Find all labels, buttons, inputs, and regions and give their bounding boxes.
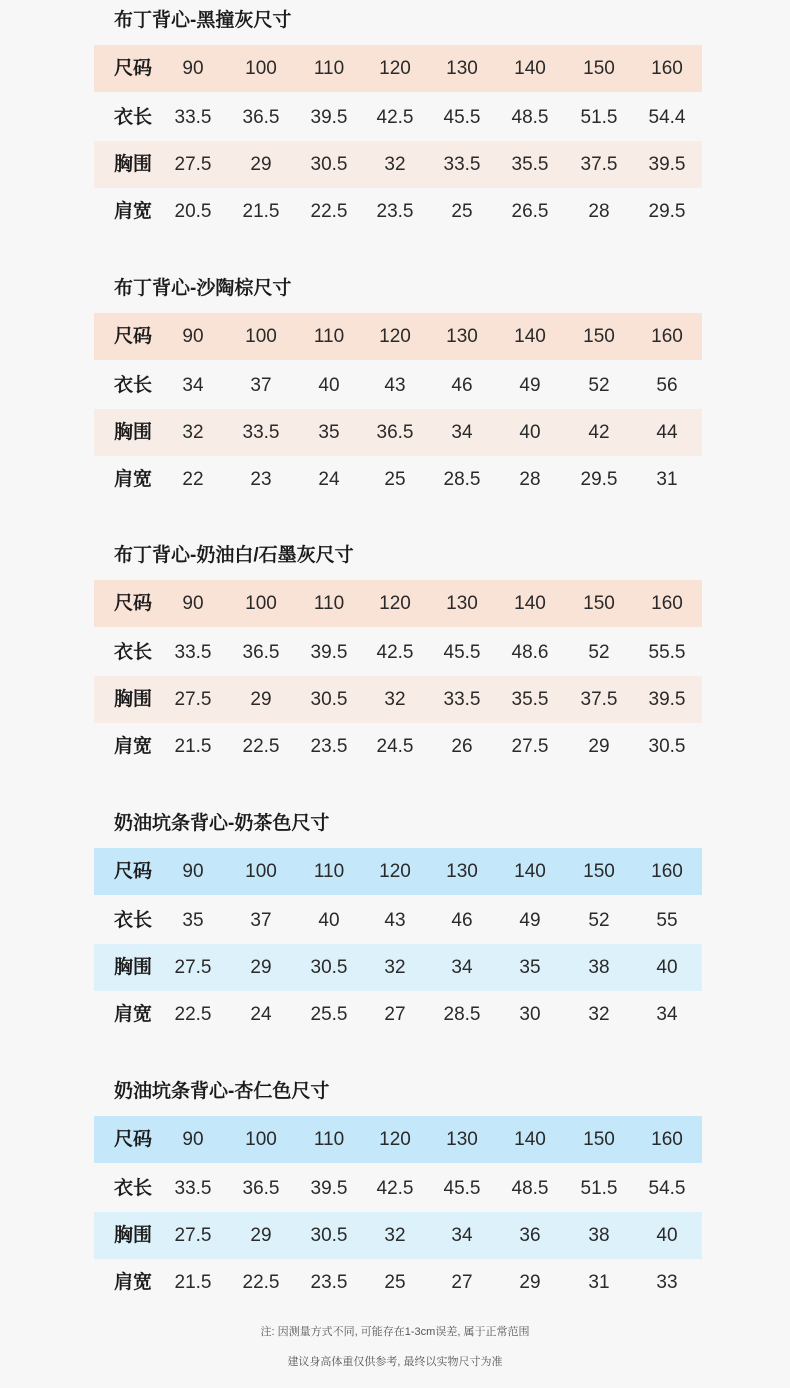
table-cell: 45.5 [443,107,481,128]
table-cell: 39.5 [648,154,686,175]
table-cell: 150 [583,861,615,882]
table-cell: 90 [182,326,204,347]
table-row-size [94,848,702,895]
table-cell: 26 [451,736,473,757]
table-cell: 110 [313,1129,345,1150]
table-cell: 140 [514,1129,546,1150]
reference-note: 建议身高体重仅供参考, 最终以实物尺寸为准 [287,1356,503,1368]
table-cell: 51.5 [580,107,618,128]
row-label: 胸围 [114,1225,153,1246]
table-cell: 39.5 [648,689,686,710]
table-cell: 42.5 [376,107,414,128]
table-cell: 23.5 [310,1272,348,1293]
table-cell: 120 [379,326,411,347]
table-cell: 40 [656,957,678,978]
table-cell: 30 [519,1004,541,1025]
table-cell: 31 [656,469,678,490]
row-label: 尺码 [114,593,153,614]
table-cell: 28.5 [443,469,481,490]
table-row-size [94,1116,702,1163]
table-cell: 140 [514,861,546,882]
section-title: 奶油坑条背心-奶茶色尺寸 [114,813,330,834]
table-cell: 33.5 [242,422,280,443]
table-cell: 25.5 [310,1004,348,1025]
table-cell: 23.5 [310,736,348,757]
table-cell: 43 [384,375,406,396]
table-cell: 90 [182,593,204,614]
table-cell: 29.5 [648,201,686,222]
table-cell: 29 [250,689,272,710]
table-row-size [94,580,702,627]
row-label: 尺码 [114,58,153,79]
table-cell: 54.5 [648,1178,686,1199]
table-row-length [94,362,702,409]
table-cell: 110 [313,326,345,347]
table-row-length [94,1165,702,1212]
table-cell: 22.5 [242,1272,280,1293]
table-cell: 27.5 [174,689,212,710]
table-cell: 54.4 [648,107,686,128]
table-row-chest [94,944,702,991]
table-cell: 160 [651,861,683,882]
table-cell: 110 [313,593,345,614]
table-cell: 32 [182,422,204,443]
table-cell: 130 [446,593,478,614]
table-cell: 28 [588,201,610,222]
table-cell: 32 [384,154,406,175]
table-cell: 27 [384,1004,406,1025]
table-cell: 35 [182,910,204,931]
table-cell: 35.5 [511,689,549,710]
table-cell: 22.5 [242,736,280,757]
table-cell: 31 [588,1272,610,1293]
table-cell: 30.5 [310,957,348,978]
table-cell: 25 [451,201,473,222]
table-row-chest [94,409,702,456]
table-cell: 140 [514,593,546,614]
row-label: 肩宽 [114,201,153,222]
table-cell: 37 [250,910,272,931]
size-table-section [94,8,702,240]
table-cell: 55 [656,910,678,931]
table-cell: 100 [245,1129,277,1150]
table-cell: 46 [451,910,473,931]
table-cell: 27.5 [174,154,212,175]
table-cell: 20.5 [174,201,212,222]
table-cell: 29 [250,154,272,175]
table-cell: 44 [656,422,678,443]
table-cell: 100 [245,593,277,614]
table-cell: 49 [519,375,541,396]
table-row-shoulder [94,1259,702,1306]
table-cell: 40 [656,1225,678,1246]
table-cell: 29.5 [580,469,618,490]
table-cell: 110 [313,58,345,79]
size-table-section [94,543,702,775]
table-cell: 48.6 [511,642,549,663]
table-cell: 150 [583,593,615,614]
table-cell: 150 [583,58,615,79]
table-cell: 29 [250,1225,272,1246]
row-label: 尺码 [114,326,153,347]
table-cell: 140 [514,58,546,79]
row-label: 衣长 [114,910,153,931]
table-row-shoulder [94,188,702,235]
table-cell: 27.5 [511,736,549,757]
table-cell: 39.5 [310,642,348,663]
table-cell: 33.5 [443,154,481,175]
table-row-shoulder [94,723,702,770]
table-cell: 35 [519,957,541,978]
row-label: 肩宽 [114,1272,153,1293]
table-cell: 100 [245,58,277,79]
table-cell: 36 [519,1225,541,1246]
table-cell: 25 [384,1272,406,1293]
row-label: 尺码 [114,861,153,882]
table-cell: 21.5 [242,201,280,222]
table-cell: 48.5 [511,107,549,128]
table-row-shoulder [94,456,702,503]
table-cell: 45.5 [443,642,481,663]
table-cell: 33.5 [443,689,481,710]
table-cell: 150 [583,1129,615,1150]
table-cell: 150 [583,326,615,347]
table-cell: 39.5 [310,1178,348,1199]
row-label: 衣长 [114,107,153,128]
table-cell: 38 [588,957,610,978]
row-label: 肩宽 [114,736,153,757]
table-cell: 120 [379,593,411,614]
table-cell: 24 [318,469,340,490]
table-cell: 37.5 [580,689,618,710]
table-cell: 110 [313,861,345,882]
table-cell: 90 [182,1129,204,1150]
table-row-chest [94,1212,702,1259]
table-row-length [94,897,702,944]
table-cell: 33.5 [174,1178,212,1199]
table-cell: 33.5 [174,642,212,663]
table-cell: 100 [245,326,277,347]
table-cell: 33 [656,1272,678,1293]
row-label: 衣长 [114,642,153,663]
table-cell: 48.5 [511,1178,549,1199]
table-cell: 46 [451,375,473,396]
section-title: 奶油坑条背心-杏仁色尺寸 [114,1081,330,1102]
table-cell: 34 [656,1004,678,1025]
table-cell: 42.5 [376,1178,414,1199]
table-cell: 130 [446,58,478,79]
table-cell: 29 [588,736,610,757]
table-cell: 27 [451,1272,473,1293]
table-cell: 100 [245,861,277,882]
table-cell: 32 [384,1225,406,1246]
row-label: 衣长 [114,1178,153,1199]
table-cell: 28.5 [443,1004,481,1025]
table-cell: 40 [318,375,340,396]
table-cell: 120 [379,1129,411,1150]
table-row-shoulder [94,991,702,1038]
table-cell: 29 [519,1272,541,1293]
table-cell: 34 [182,375,204,396]
table-cell: 42 [588,422,610,443]
table-cell: 30.5 [648,736,686,757]
table-cell: 36.5 [242,1178,280,1199]
size-table-section [94,1079,702,1311]
table-cell: 39.5 [310,107,348,128]
table-cell: 160 [651,58,683,79]
table-cell: 21.5 [174,1272,212,1293]
table-cell: 34 [451,422,473,443]
table-cell: 52 [588,910,610,931]
table-row-length [94,94,702,141]
table-cell: 51.5 [580,1178,618,1199]
table-cell: 32 [384,689,406,710]
table-cell: 33.5 [174,107,212,128]
size-table-section [94,811,702,1043]
table-cell: 35.5 [511,154,549,175]
table-cell: 21.5 [174,736,212,757]
table-cell: 36.5 [376,422,414,443]
table-cell: 30.5 [310,154,348,175]
table-cell: 28 [519,469,541,490]
table-cell: 30.5 [310,1225,348,1246]
table-cell: 37.5 [580,154,618,175]
table-cell: 36.5 [242,642,280,663]
table-cell: 130 [446,861,478,882]
section-title: 布丁背心-奶油白/石墨灰尺寸 [114,545,354,566]
table-cell: 26.5 [511,201,549,222]
table-cell: 29 [250,957,272,978]
table-cell: 34 [451,1225,473,1246]
table-cell: 22.5 [310,201,348,222]
table-cell: 130 [446,1129,478,1150]
table-cell: 120 [379,861,411,882]
table-cell: 25 [384,469,406,490]
row-label: 肩宽 [114,469,153,490]
table-cell: 27.5 [174,957,212,978]
table-cell: 160 [651,1129,683,1150]
table-row-size [94,313,702,360]
table-row-length [94,629,702,676]
table-cell: 140 [514,326,546,347]
table-row-chest [94,141,702,188]
table-cell: 42.5 [376,642,414,663]
table-row-size [94,45,702,92]
table-cell: 90 [182,58,204,79]
size-table-section [94,276,702,508]
row-label: 肩宽 [114,1004,153,1025]
section-title: 布丁背心-黑撞灰尺寸 [114,10,292,31]
table-cell: 24 [250,1004,272,1025]
table-cell: 30.5 [310,689,348,710]
row-label: 胸围 [114,957,153,978]
measurement-note: 注: 因测量方式不同, 可能存在1-3cm误差, 属于正常范围 [260,1326,530,1338]
table-cell: 160 [651,593,683,614]
table-cell: 90 [182,861,204,882]
table-cell: 120 [379,58,411,79]
table-cell: 52 [588,375,610,396]
table-cell: 23 [250,469,272,490]
section-title: 布丁背心-沙陶棕尺寸 [114,278,292,299]
table-cell: 22.5 [174,1004,212,1025]
table-cell: 35 [318,422,340,443]
table-cell: 23.5 [376,201,414,222]
table-cell: 27.5 [174,1225,212,1246]
table-cell: 43 [384,910,406,931]
row-label: 衣长 [114,375,153,396]
table-cell: 52 [588,642,610,663]
table-cell: 160 [651,326,683,347]
row-label: 胸围 [114,422,153,443]
table-cell: 40 [519,422,541,443]
table-cell: 22 [182,469,204,490]
table-cell: 56 [656,375,678,396]
table-cell: 36.5 [242,107,280,128]
row-label: 胸围 [114,154,153,175]
table-cell: 40 [318,910,340,931]
table-cell: 130 [446,326,478,347]
table-row-chest [94,676,702,723]
table-cell: 24.5 [376,736,414,757]
row-label: 尺码 [114,1129,153,1150]
table-cell: 49 [519,910,541,931]
table-cell: 32 [588,1004,610,1025]
table-cell: 37 [250,375,272,396]
table-cell: 38 [588,1225,610,1246]
table-cell: 45.5 [443,1178,481,1199]
table-cell: 34 [451,957,473,978]
table-cell: 32 [384,957,406,978]
row-label: 胸围 [114,689,153,710]
table-cell: 55.5 [648,642,686,663]
